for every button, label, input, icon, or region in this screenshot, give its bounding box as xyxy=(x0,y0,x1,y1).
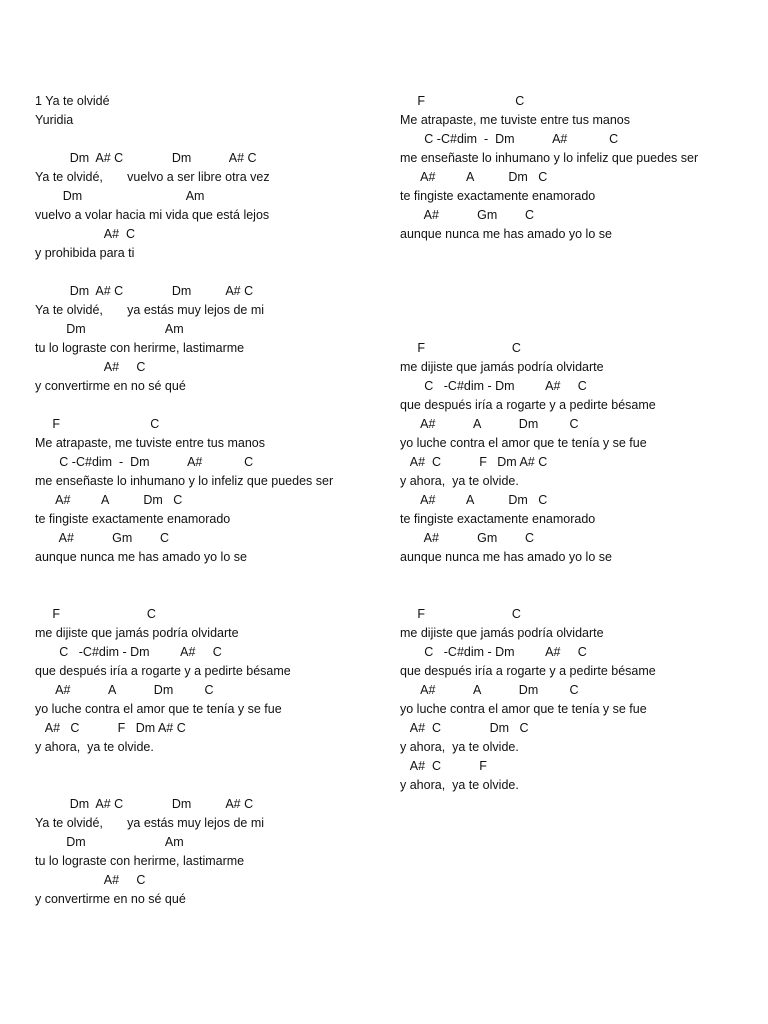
lyric-line: aunque nunca me has amado yo lo se xyxy=(400,550,612,564)
lyric-line: Me atrapaste, me tuviste entre tus manos xyxy=(35,436,265,450)
chord-line: C -C#dim - Dm A# C xyxy=(400,645,587,659)
lyric-line: me dijiste que jamás podría olvidarte xyxy=(35,626,239,640)
lyric-line: Me atrapaste, me tuviste entre tus manos xyxy=(400,113,630,127)
lyric-line: y ahora, ya te olvide. xyxy=(400,474,519,488)
right-column xyxy=(400,92,750,795)
chord-line: C -C#dim - Dm A# C xyxy=(400,132,619,146)
lyric-line: aunque nunca me has amado yo lo se xyxy=(35,550,247,564)
lyric-line: y convertirme en no sé qué xyxy=(35,379,186,393)
chord-line: A# Gm C xyxy=(400,208,535,222)
chord-line: A# C F Dm A# C xyxy=(35,721,186,735)
lyric-line: me enseñaste lo inhumano y lo infeliz que puedes ser xyxy=(400,151,699,165)
chord-line: A# C xyxy=(35,873,146,887)
chord-line: A# C xyxy=(35,227,136,241)
lyric-line: me enseñaste lo inhumano y lo infeliz que puedes ser xyxy=(35,474,334,488)
chord-line: A# Gm C xyxy=(35,531,170,545)
blank-line xyxy=(35,757,385,776)
lyric-line: que después iría a rogarte y a pedirte bésame xyxy=(400,398,656,412)
lyric-line: tu lo lograste con herirme, lastimarme xyxy=(35,341,245,355)
chord-line: A# A Dm C xyxy=(400,417,579,431)
lyric-line: y ahora, ya te olvide. xyxy=(400,740,519,754)
chord-line: A# Gm C xyxy=(400,531,535,545)
lyric-line: Ya te olvidé, vuelvo a ser libre otra vez xyxy=(35,170,270,184)
lyric-line: te fingiste exactamente enamorado xyxy=(35,512,231,526)
blank-line xyxy=(400,320,750,339)
chord-line: Dm A# C Dm A# C xyxy=(35,284,254,298)
chord-line: A# C F xyxy=(400,759,487,773)
chord-line: C -C#dim - Dm A# C xyxy=(35,455,254,469)
lyric-line: me dijiste que jamás podría olvidarte xyxy=(400,626,604,640)
lyric-line: yo luche contra el amor que te tenía y se fue xyxy=(400,436,647,450)
lyric-line: yo luche contra el amor que te tenía y se fue xyxy=(400,702,647,716)
lyric-line: yo luche contra el amor que te tenía y se fue xyxy=(35,702,282,716)
chord-line: C -C#dim - Dm A# C xyxy=(35,645,222,659)
lyric-line: vuelvo a volar hacia mi vida que está lejos xyxy=(35,208,270,222)
chord-line: F C xyxy=(400,94,525,108)
lyric-line: me dijiste que jamás podría olvidarte xyxy=(400,360,604,374)
lyric-line: te fingiste exactamente enamorado xyxy=(400,512,596,526)
chord-line: Dm Am xyxy=(35,835,184,849)
chord-line: A# A Dm C xyxy=(400,170,548,184)
lyric-line: y convertirme en no sé qué xyxy=(35,892,186,906)
blank-line xyxy=(400,244,750,263)
blank-line xyxy=(35,130,385,149)
chord-line: A# A Dm C xyxy=(35,683,214,697)
chord-line: A# A Dm C xyxy=(400,683,579,697)
chord-line: A# C F Dm A# C xyxy=(400,455,548,469)
lyric-line: y ahora, ya te olvide. xyxy=(35,740,154,754)
blank-line xyxy=(400,301,750,320)
lyric-line: tu lo lograste con herirme, lastimarme xyxy=(35,854,245,868)
lyric-line: te fingiste exactamente enamorado xyxy=(400,189,596,203)
blank-line xyxy=(400,586,750,605)
chord-line: C -C#dim - Dm A# C xyxy=(400,379,587,393)
chord-line: F C xyxy=(35,417,160,431)
lyric-line: y prohibida para ti xyxy=(35,246,135,260)
chord-line: A# A Dm C xyxy=(400,493,548,507)
chord-line: Dm Am xyxy=(35,322,184,336)
lyric-line: que después iría a rogarte y a pedirte bésame xyxy=(400,664,656,678)
blank-line xyxy=(35,263,385,282)
blank-line xyxy=(400,263,750,282)
blank-line xyxy=(400,567,750,586)
blank-line xyxy=(35,776,385,795)
chord-line: Dm Am xyxy=(35,189,205,203)
lyric-line: y ahora, ya te olvide. xyxy=(400,778,519,792)
lyric-line: 1 Ya te olvidé xyxy=(35,94,110,108)
chord-line: A# C xyxy=(35,360,146,374)
blank-line xyxy=(35,586,385,605)
chord-line: Dm A# C Dm A# C xyxy=(35,797,254,811)
chord-line: A# A Dm C xyxy=(35,493,183,507)
lyric-line: aunque nunca me has amado yo lo se xyxy=(400,227,612,241)
lyric-line: que después iría a rogarte y a pedirte bésame xyxy=(35,664,291,678)
chord-line: A# C Dm C xyxy=(400,721,529,735)
chord-line: F C xyxy=(400,341,521,355)
blank-line xyxy=(35,396,385,415)
lyric-line: Ya te olvidé, ya estás muy lejos de mi xyxy=(35,303,265,317)
lyric-line: Yuridia xyxy=(35,113,74,127)
blank-line xyxy=(400,282,750,301)
lyric-line: Ya te olvidé, ya estás muy lejos de mi xyxy=(35,816,265,830)
blank-line xyxy=(35,567,385,586)
chord-line: F C xyxy=(35,607,156,621)
chord-line: Dm A# C Dm A# C xyxy=(35,151,257,165)
left-column xyxy=(35,92,385,909)
chord-line: F C xyxy=(400,607,521,621)
